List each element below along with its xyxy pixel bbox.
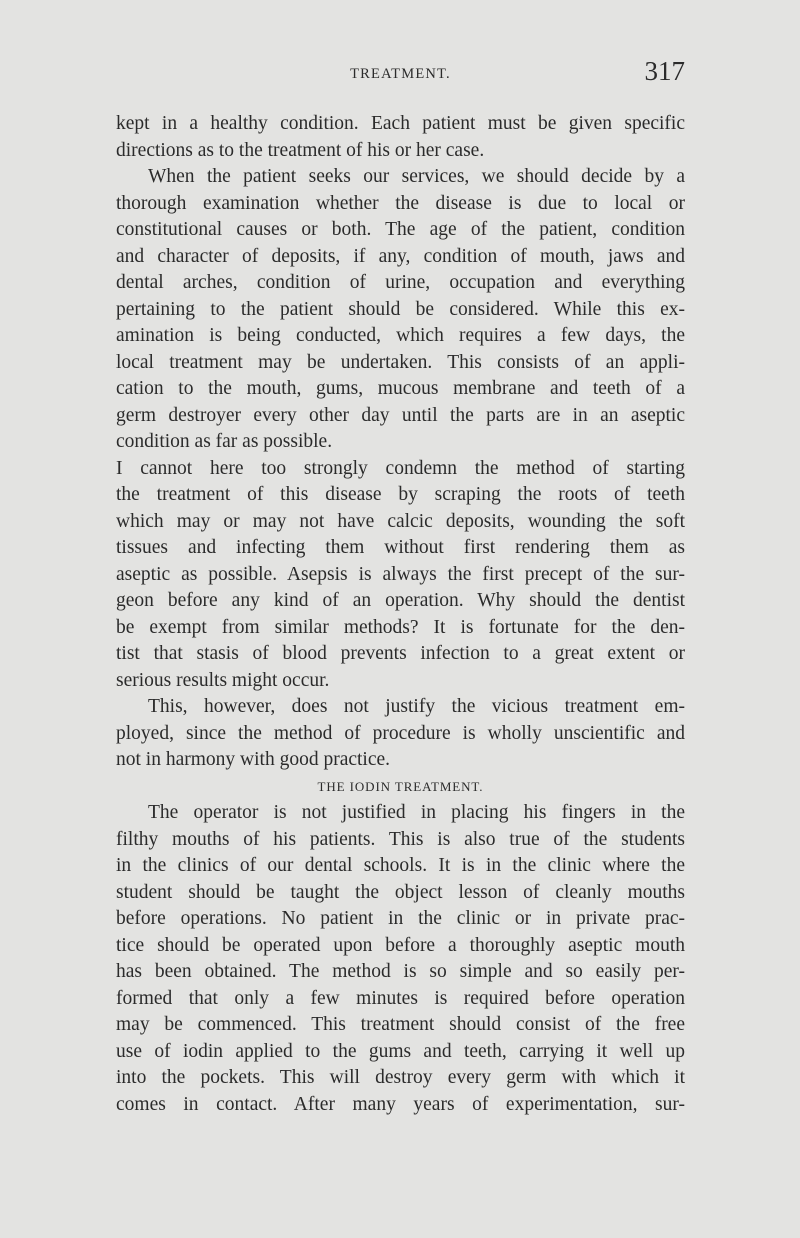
running-title: TREATMENT. <box>350 66 451 82</box>
text-line: the treatment of this disease by scraping the roots of teeth <box>116 484 685 505</box>
text-line: comes in contact. After many years of experimentation, sur- <box>116 1093 685 1115</box>
text-line: geon before any kind of an operation. Why should the dentist <box>116 590 685 611</box>
text-line: The operator is not justified in placing his fingers in the <box>148 802 685 823</box>
text-line: not in harmony with good practice. <box>116 749 391 770</box>
text-line: I cannot here too strongly condemn the method of starting <box>116 457 685 479</box>
text-line: has been obtained. The method is so simple and so easily per- <box>116 961 685 982</box>
text-line: aseptic as possible. Asepsis is always the first precept of the sur- <box>116 563 685 585</box>
text-line: amination is being conducted, which requires a few days, the <box>116 325 685 346</box>
text-line: kept in a healthy condition. Each patient must be given specific <box>116 113 685 134</box>
body-text <box>116 111 685 1118</box>
text-line: germ destroyer every other day until the parts are in an aseptic <box>116 404 685 426</box>
text-line: tice should be operated upon before a thoroughly aseptic mouth <box>116 934 685 956</box>
text-line: serious results might occur. <box>116 669 330 691</box>
text-line: use of iodin applied to the gums and teeth, carrying it well up <box>116 1040 685 1062</box>
text-line: ployed, since the method of procedure is wholly unscientific and <box>116 722 685 744</box>
text-line: student should be taught the object lesson of cleanly mouths <box>116 881 685 903</box>
text-line: tist that stasis of blood prevents infection to a great extent or <box>116 643 685 664</box>
text-line: When the patient seeks our services, we should decide by a <box>148 166 685 187</box>
page-header <box>116 54 685 94</box>
text-line: may be commenced. This treatment should consist of the free <box>116 1014 685 1035</box>
text-line: local treatment may be undertaken. This consists of an appli- <box>116 351 685 373</box>
text-line: into the pockets. This will destroy every germ with which it <box>116 1067 685 1088</box>
text-line: directions as to the treatment of his or her case. <box>116 139 485 161</box>
text-line: formed that only a few minutes is required before operation <box>116 987 685 1009</box>
text-line: before operations. No patient in the clinic or in private prac- <box>116 908 685 929</box>
page-number: 317 <box>644 56 685 86</box>
text-line: tissues and infecting them without first rendering them as <box>116 537 685 558</box>
section-heading: THE IODIN TREATMENT. <box>317 778 484 794</box>
text-line: in the clinics of our dental schools. It is in the clinic where the <box>116 855 685 876</box>
text-line: thorough examination whether the disease is due to local or <box>116 192 685 214</box>
text-line: This, however, does not justify the vicious treatment em- <box>148 696 685 717</box>
text-line: be exempt from similar methods? It is fortunate for the den- <box>116 616 685 638</box>
text-line: and character of deposits, if any, condition of mouth, jaws and <box>116 245 685 267</box>
text-line: pertaining to the patient should be considered. While this ex- <box>116 298 685 320</box>
text-line: constitutional causes or both. The age of the patient, condition <box>116 219 685 240</box>
text-line: condition as far as possible. <box>116 431 333 452</box>
text-line: cation to the mouth, gums, mucous membrane and teeth of a <box>116 378 685 399</box>
text-line: filthy mouths of his patients. This is also true of the students <box>116 828 685 850</box>
text-line: dental arches, condition of urine, occupation and everything <box>116 272 685 293</box>
text-line: which may or may not have calcic deposits, wounding the soft <box>116 510 685 532</box>
